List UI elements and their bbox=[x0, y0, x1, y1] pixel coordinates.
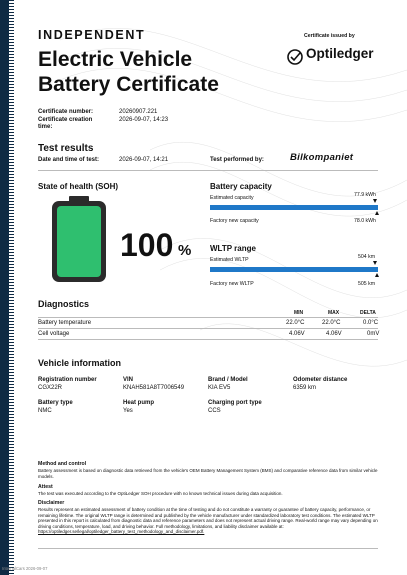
vehicle-heading: Vehicle information bbox=[38, 358, 122, 368]
header-kicker: INDEPENDENT bbox=[38, 28, 146, 42]
optiledger-logo-icon bbox=[286, 47, 306, 67]
creation-time-value: 2026-09-07, 14:23 bbox=[119, 117, 169, 123]
factory-wltp-label: Factory new WLTP bbox=[210, 281, 254, 287]
test-date-value: 2026-09-07, 14:21 bbox=[119, 157, 169, 163]
diagnostics-row-max: 4.06V bbox=[326, 331, 342, 337]
diagnostics-row-max: 22.0°C bbox=[322, 320, 341, 326]
method-heading: Method and control bbox=[38, 461, 87, 467]
factory-wltp-marker bbox=[375, 273, 379, 277]
performer-logo: Bilkompaniet bbox=[290, 152, 354, 163]
factory-capacity-label: Factory new capacity bbox=[210, 218, 259, 224]
diagnostics-col-min: MIN bbox=[294, 310, 304, 316]
certificate-number-label: Certificate number: bbox=[38, 109, 94, 115]
diagnostics-row-delta: 0mV bbox=[367, 331, 380, 337]
test-results-heading: Test results bbox=[38, 143, 94, 154]
battery-type-value: NMC bbox=[38, 408, 52, 414]
performed-by-label: Test performed by: bbox=[210, 157, 264, 163]
wltp-bar bbox=[210, 267, 378, 272]
brand-model-value: KIA EV5 bbox=[208, 385, 231, 391]
wltp-heading: WLTP range bbox=[210, 244, 256, 253]
diagnostics-col-delta: DELTA bbox=[360, 310, 376, 316]
disclaimer-heading: Disclaimer bbox=[38, 500, 65, 506]
factory-wltp-value: 505 km bbox=[358, 281, 376, 287]
certificate-number-value: 20260907.221 bbox=[119, 109, 158, 115]
page-title-line1: Electric Vehicle bbox=[38, 48, 193, 71]
soh-value: 100 bbox=[120, 227, 174, 263]
disclaimer-text bbox=[38, 507, 378, 535]
estimated-capacity-label: Estimated capacity bbox=[210, 195, 254, 201]
divider bbox=[38, 548, 378, 549]
disclaimer-link[interactable]: https://optiledger.se/legal/optiledger_battery_test_methodology_and_disclaimer.pdf. bbox=[38, 529, 205, 535]
diagnostics-row-delta: 0.0°C bbox=[363, 320, 379, 326]
brand-model-label: Brand / Model bbox=[208, 377, 248, 383]
left-decorative-bar bbox=[0, 0, 9, 575]
estimated-wltp-value: 504 km bbox=[358, 254, 376, 260]
heat-pump-label: Heat pump bbox=[123, 400, 155, 406]
factory-capacity-value: 78.0 kWh bbox=[354, 218, 376, 224]
divider bbox=[38, 170, 378, 171]
diagnostics-row-min: 22.0°C bbox=[286, 320, 305, 326]
page-title-line2: Battery Certificate bbox=[38, 73, 219, 96]
estimated-capacity-value: 77.9 kWh bbox=[354, 192, 376, 198]
attest-heading: Attest bbox=[38, 484, 53, 490]
brand-name: Optiledger bbox=[306, 46, 374, 61]
disclaimer-body: Results represent an estimated assessment of battery condition at the time of testing and do not constitute a warranty or guarantee of battery capacity, performance, or remaining lifetime. The original WLTP range is determined and published by the vehicle manufacturer under standardized laboratory test conditions. The estimated WLTP presented in this report is calculated from diagnostic data and reference parameters and does not represent actual driving range. Real-world range may vary depending on driving conditions, temperature, load, and driving behavior. Full methodology, limitations, and liability disclaimer available at: bbox=[38, 507, 378, 529]
odometer-label: Odometer distance bbox=[293, 377, 348, 383]
creation-time-label-1: Certificate creation bbox=[38, 117, 93, 123]
heat-pump-value: Yes bbox=[123, 408, 133, 414]
attest-text: The test was executed according to the OptiLedger SOH procedure with no known technical issues during data acquisition. bbox=[38, 491, 283, 496]
estimated-wltp-label: Estimated WLTP bbox=[210, 257, 249, 263]
charging-port-value: CCS bbox=[208, 408, 221, 414]
watermark: InternalCars 2026-09-07 bbox=[2, 566, 48, 571]
capacity-bar bbox=[210, 205, 378, 210]
diagnostics-row-min: 4.06V bbox=[289, 331, 305, 337]
creation-time-label-2: time: bbox=[38, 124, 53, 130]
factory-capacity-marker bbox=[375, 211, 379, 215]
soh-heading: State of health (SOH) bbox=[38, 182, 119, 191]
charging-port-label: Charging port type bbox=[208, 400, 262, 406]
diagnostics-row-label: Battery temperature bbox=[38, 320, 92, 326]
registration-label: Registration number bbox=[38, 377, 97, 383]
diagnostics-row-label: Cell voltage bbox=[38, 331, 70, 337]
estimated-capacity-marker bbox=[373, 199, 377, 203]
divider bbox=[38, 317, 378, 318]
issued-by-label: Certificate issued by bbox=[304, 33, 355, 39]
vin-label: VIN bbox=[123, 377, 134, 383]
battery-icon bbox=[48, 194, 110, 284]
estimated-wltp-marker bbox=[373, 261, 377, 265]
brand-logo bbox=[284, 44, 384, 70]
registration-value: CGX22R bbox=[38, 385, 63, 391]
left-decorative-stripes bbox=[9, 0, 14, 575]
divider bbox=[38, 328, 378, 329]
vin-value: KNAH581A8T7006549 bbox=[123, 385, 185, 391]
soh-unit: % bbox=[178, 242, 192, 259]
odometer-value: 6359 km bbox=[293, 385, 317, 391]
method-text: Battery assessment is based on diagnostic data retrieved from the vehicle's OEM Battery Management System (BMS) and comparative reference data from similar vehicle models. bbox=[38, 468, 378, 479]
battery-type-label: Battery type bbox=[38, 400, 73, 406]
diagnostics-heading: Diagnostics bbox=[38, 299, 90, 309]
test-date-label: Date and time of test: bbox=[38, 157, 100, 163]
divider bbox=[38, 339, 378, 340]
diagnostics-col-max: MAX bbox=[328, 310, 340, 316]
battery-capacity-heading: Battery capacity bbox=[210, 182, 272, 191]
